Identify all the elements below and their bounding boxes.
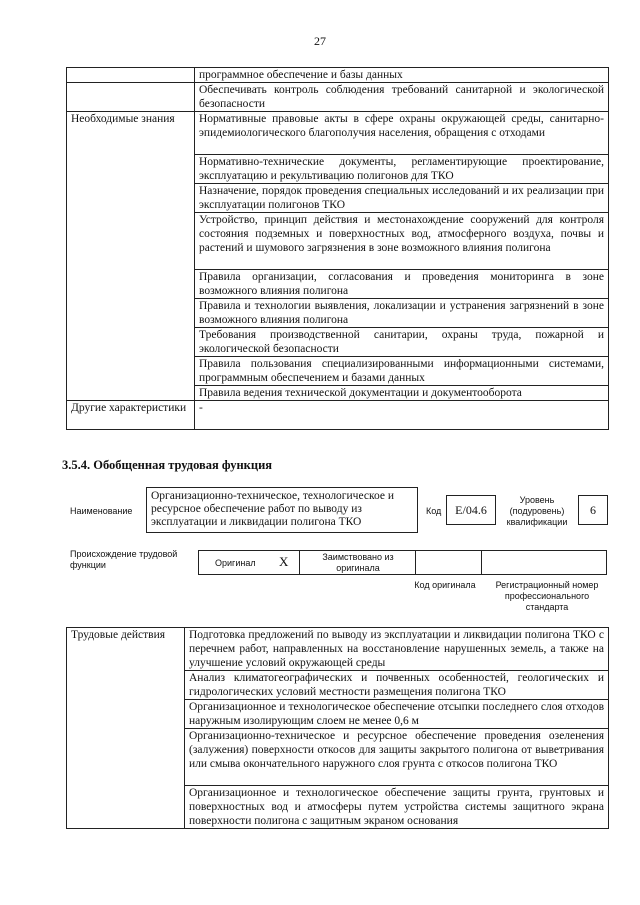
level-box xyxy=(578,495,608,525)
other-value: - xyxy=(195,401,609,430)
table-row xyxy=(67,83,609,112)
action-cell: Организационно-техническое и ресурсное обеспечение проведения озеленения (залужения) поверхности откосов для защиты закрытого полигона от выветривания или смыва окончательного наружного слоя грунта с откосов полигона ТКО xyxy=(185,729,609,786)
function-name: Организационно-техническое, технологическое и ресурсное обеспечение работ по выводу из эксплуатации и ликвидации полигона ТКО xyxy=(151,490,394,528)
reg-caption: Регистрационный номер профессионального стандарта xyxy=(495,580,599,612)
knowledge-cell: Нормативно-технические документы, регламентирующие проектирование, эксплуатацию и рекультивацию полигонов для ТКО xyxy=(195,155,609,184)
code-value: Е/04.6 xyxy=(455,503,487,517)
original-label: Оригинал xyxy=(215,558,256,568)
knowledge-cell: Правила и технологии выявления, локализации и устранения загрязнений в зоне возможного влияния полигона xyxy=(195,299,609,328)
divider xyxy=(299,551,300,574)
code-caption: Код оригинала xyxy=(414,580,476,590)
origin-table xyxy=(198,550,607,575)
table-row xyxy=(67,401,609,430)
table-row xyxy=(67,628,609,671)
knowledge-cell: Правила организации, согласования и проведения мониторинга в зоне возможного влияния полигона xyxy=(195,270,609,299)
level-value: 6 xyxy=(590,503,596,517)
other-label: Другие характеристики xyxy=(67,401,195,430)
skill-cell: программное обеспечение и базы данных xyxy=(195,68,609,83)
knowledge-cell: Нормативные правовые акты в сфере охраны окружающей среды, санитарно-эпидемиологического благополучия населения, обращения с отходами xyxy=(195,112,609,155)
borrowed-label: Заимствовано из оригинала xyxy=(322,552,394,573)
knowledge-cell: Правила ведения технической документации и документооборота xyxy=(195,386,609,401)
table-row xyxy=(67,112,609,155)
knowledge-cell: Требования производственной санитарии, охраны труда, пожарной и экологической безопасности xyxy=(195,328,609,357)
action-cell: Подготовка предложений по выводу из эксплуатации и ликвидации полигона ТКО с перечнем работ, направленных на восстановление нарушенных земель, а также на улучшение условий окружающей среды xyxy=(185,628,609,671)
actions-label: Трудовые действия xyxy=(67,628,185,829)
empty-cell xyxy=(67,68,195,83)
knowledge-cell: Устройство, принцип действия и местонахождение сооружений для контроля состояния подземных и поверхностных вод, атмосферного воздуха, почвы и растений и шумового загрязнения в зоне возможного влияния полигона xyxy=(195,213,609,270)
knowledge-table xyxy=(66,67,609,430)
knowledge-label: Необходимые знания xyxy=(67,112,195,401)
section-heading: 3.5.4. Обобщенная трудовая функция xyxy=(62,458,273,472)
original-mark: X xyxy=(279,554,289,569)
origin-label: Происхождение трудовой функции xyxy=(70,549,178,570)
function-name-box xyxy=(146,487,418,533)
knowledge-cell: Назначение, порядок проведения специальных исследований и их реализации при эксплуатации полигонов ТКО xyxy=(195,184,609,213)
divider xyxy=(481,551,482,574)
page-number: 27 xyxy=(314,34,326,48)
code-label: Код xyxy=(426,506,442,516)
action-cell: Организационное и технологическое обеспечение защиты грунта, грунтовых и поверхностных вод и атмосферы путем устройства системы защитного экрана поверхности полигона с защитным экраном основания xyxy=(185,786,609,829)
table-row xyxy=(67,68,609,83)
knowledge-cell: Правила пользования специализированными информационными системами, программным обеспечением и базами данных xyxy=(195,357,609,386)
action-cell: Анализ климатогеографических и почвенных особенностей, геологических и гидрологических условий местности размещения полигона ТКО xyxy=(185,671,609,700)
actions-table xyxy=(66,627,609,829)
name-label: Наименование xyxy=(70,506,133,516)
action-cell: Организационное и технологическое обеспечение отсыпки последнего слоя отходов наружным изолирующим слоем не менее 0,6 м xyxy=(185,700,609,729)
skill-cell: Обеспечивать контроль соблюдения требований санитарной и экологической безопасности xyxy=(195,83,609,112)
level-label: Уровень (подуровень) квалификации xyxy=(506,495,568,527)
divider xyxy=(415,551,416,574)
empty-cell xyxy=(67,83,195,112)
code-box xyxy=(446,495,496,525)
